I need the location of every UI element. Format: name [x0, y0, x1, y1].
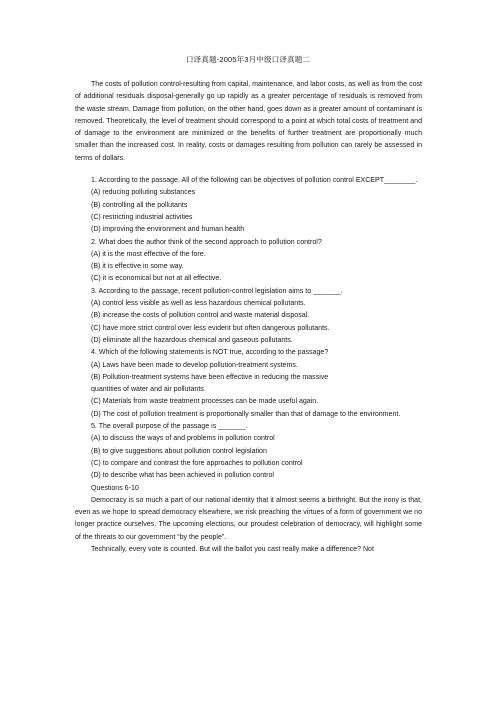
- question-line: (C) restricting industrial activities: [91, 213, 193, 221]
- question-line: (B) controlling all the pollutants: [91, 201, 188, 209]
- question-line: 5. The overall purpose of the passage is _______.: [91, 423, 248, 431]
- question-line: (B) it is effective in some way.: [91, 263, 184, 271]
- question-line: Questions 6-10: [91, 484, 139, 492]
- question-line: (C) it is economical but not at all effective.: [91, 275, 222, 283]
- question-line: (B) to give suggestions about pollution control legislation: [91, 447, 267, 455]
- question-line: (D) to describe what has been achieved in pollution control: [91, 472, 274, 480]
- document-body: [75, 79, 422, 556]
- question-line: (C) Materials from waste treatment processes can be made useful again.: [91, 398, 319, 406]
- question-line: 1. According to the passage. All of the following can be objectives of pollution control EXCEPT________.: [91, 177, 418, 185]
- question-line: (D) eliminate all the hazardous chemical and gaseous pollutants.: [91, 336, 293, 344]
- paragraph-technically: Technically, every vote is counted. But will the ballot you cast really make a difference? Not: [91, 545, 374, 553]
- question-line: (B) increase the costs of pollution control and waste material disposal.: [91, 312, 310, 320]
- paragraph-gap: [75, 165, 422, 175]
- page-title: 口译真题-2005年3月中级口译真题二: [185, 55, 311, 64]
- question-line: (D) The cost of pollution treatment is proportionally smaller than that of damage to the environment.: [91, 410, 401, 418]
- question-line: 3. According to the passage, recent pollution-control legislation aims to _______.: [91, 287, 343, 295]
- question-line: (A) to discuss the ways of and problems in pollution control: [91, 435, 275, 443]
- question-line: (C) to compare and contrast the fore approaches to pollution control: [91, 459, 303, 467]
- question-line: (A) it is the most effective of the fore.: [91, 250, 206, 258]
- intro-paragraph: The costs of pollution control-resulting from capital, maintenance, and labor costs, as well as from the cost of additional residuals disposal-generally go up rapidly as a greater percentage of residuals is removed from the waste stream. Damage from pollution, on the other hand, goes down as a greater amount of contaminant is removed. Theoretically, the level of treatment should correspond to a point at which total costs of treatment and of damage to the environment are minimized or the benefits of further treatment are proportionally much smaller than the increased cost. In reality, costs or damages resulting from pollution can rarely be assessed in terms of dollars.: [75, 81, 422, 162]
- question-line: 4. Which of the following statements is NOT true, according to the passage?: [91, 349, 329, 357]
- question-line: quantities of water and air pollutants.: [91, 386, 206, 394]
- paragraph-democracy: Democracy is so much a part of our national identity that it almost seems a birthright. But the irony is that, even as we hope to spread democracy elsewhere, we risk preaching the virtues of a form of government we no longer practice ourselves. The upcoming elections, our proudest celebration of democracy, will highlight some of the threats to our government “by the people”.: [75, 496, 422, 541]
- question-line: (B) Pollution-treatment systems have been effective in reducing the massive: [91, 373, 329, 381]
- question-line: (C) have more strict control over less evident but often dangerous pollutants.: [91, 324, 330, 332]
- question-line: 2. What does the author think of the second approach to pollution control?: [91, 238, 322, 246]
- question-line: (A) control less visible as well as less hazardous chemical pollutants.: [91, 300, 306, 308]
- question-line: (A) Laws have been made to develop pollution-treatment systems.: [91, 361, 298, 369]
- question-list: [75, 175, 422, 495]
- question-line: (D) improving the environment and human health: [91, 226, 245, 234]
- question-line: (A) reducing polluting substances: [91, 189, 196, 197]
